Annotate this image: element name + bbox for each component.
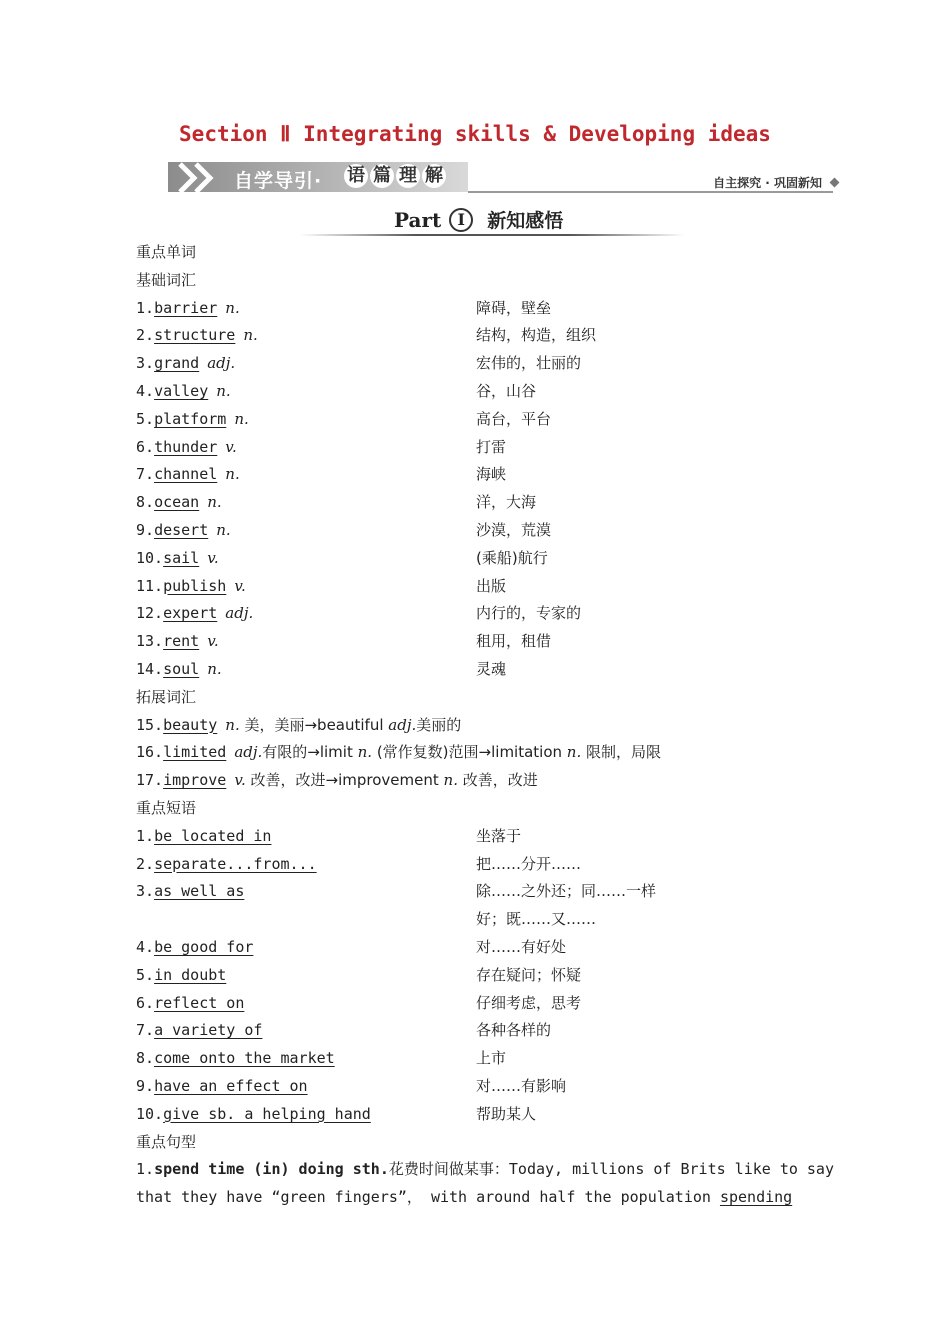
- phrase-item-continued: [136, 906, 836, 934]
- part-of-speech: n.: [207, 659, 222, 678]
- part-of-speech: n.: [216, 381, 231, 400]
- phrase-list: [136, 823, 836, 1129]
- part-of-speech: v.: [207, 632, 219, 651]
- phrase-text: a variety of: [154, 1021, 263, 1040]
- phrase-item: [136, 1045, 836, 1073]
- sentence-line: 1.spend time (in) doing sth.花费时间做某事：Today, millions of Brits like to say: [136, 1160, 834, 1179]
- vocab-item: [136, 600, 836, 628]
- part-underline: [300, 234, 685, 236]
- banner-underline: [468, 191, 833, 193]
- vocab-item: [136, 545, 836, 573]
- item-number: 9.: [136, 520, 155, 539]
- phrase-meaning: 对……有影响: [476, 1076, 567, 1095]
- heading-key-sentences: 重点句型: [136, 1132, 197, 1151]
- vocab-word: valley: [154, 381, 209, 400]
- basic-word-list: [136, 295, 836, 684]
- phrase-text: be located in: [154, 826, 272, 845]
- vocab-word: channel: [154, 465, 218, 484]
- phrase-meaning: 上市: [476, 1049, 507, 1068]
- phrase-meaning: 除……之外还；同……一样: [476, 882, 657, 901]
- part-label: Part: [394, 207, 442, 232]
- phrase-text: come onto the market: [154, 1049, 335, 1068]
- phrase-meaning: 坐落于: [476, 826, 522, 845]
- phrase-item: [136, 851, 836, 879]
- item-number: 14.: [136, 659, 164, 678]
- section-title: Section Ⅱ Integrating skills & Developing ideas: [179, 122, 771, 146]
- item-number: 7.: [136, 1021, 155, 1040]
- item-number: 13.: [136, 632, 164, 651]
- vocab-word: sail: [163, 548, 200, 567]
- section-banner: [168, 160, 840, 198]
- phrase-item: [136, 1017, 836, 1045]
- phrase-item: [136, 878, 836, 906]
- phrase-text: reflect on: [154, 993, 245, 1012]
- phrase-text: as well as: [154, 882, 245, 901]
- vocab-item: [136, 378, 836, 406]
- content: [136, 239, 836, 1212]
- part-of-speech: adj.: [225, 604, 254, 623]
- vocab-word: publish: [163, 576, 227, 595]
- item-number: 8.: [136, 1049, 155, 1068]
- part-of-speech: n.: [225, 298, 240, 317]
- phrase-text: in doubt: [154, 965, 227, 984]
- extended-item: 17.improve v. 改善，改进→improvement n. 改善，改进: [136, 771, 538, 790]
- vocab-meaning: (乘船)航行: [476, 548, 548, 567]
- item-number: 3.: [136, 354, 155, 373]
- vocab-word: structure: [154, 326, 236, 345]
- vocab-item: [136, 461, 836, 489]
- part-of-speech: n.: [243, 326, 258, 345]
- vocab-meaning: 内行的，专家的: [476, 604, 582, 623]
- vocab-word: platform: [154, 409, 227, 428]
- part-of-speech: n.: [225, 465, 240, 484]
- heading-extended-vocab: 拓展词汇: [136, 687, 197, 706]
- phrase-meaning: 把……分开……: [476, 854, 582, 873]
- vocab-item: [136, 406, 836, 434]
- vocab-word: ocean: [154, 493, 200, 512]
- phrase-meaning: 好；既……又……: [476, 910, 597, 929]
- vocab-meaning: 高台，平台: [476, 409, 552, 428]
- vocab-item: [136, 517, 836, 545]
- part-of-speech: v.: [234, 576, 246, 595]
- phrase-meaning: 仔细考虑，思考: [476, 993, 582, 1012]
- phrase-meaning: 各种各样的: [476, 1021, 552, 1040]
- item-number: 6.: [136, 993, 155, 1012]
- phrase-item: [136, 990, 836, 1018]
- vocab-meaning: 障碍，壁垒: [476, 298, 552, 317]
- phrase-text: separate...from...: [154, 854, 317, 873]
- vocab-word: desert: [154, 520, 209, 539]
- banner-label: 自学导引·: [234, 170, 323, 192]
- vocab-word: grand: [154, 354, 200, 373]
- item-number: 9.: [136, 1076, 155, 1095]
- vocab-item: [136, 628, 836, 656]
- banner-char: 理: [396, 164, 420, 188]
- vocab-item: [136, 573, 836, 601]
- part-of-speech: n.: [234, 409, 249, 428]
- part-heading: [300, 204, 685, 238]
- vocab-item: [136, 489, 836, 517]
- item-number: 6.: [136, 437, 155, 456]
- phrase-item: [136, 1101, 836, 1129]
- item-number: 10.: [136, 1104, 164, 1123]
- vocab-word: barrier: [154, 298, 218, 317]
- phrase-item: [136, 1073, 836, 1101]
- vocab-item: [136, 656, 836, 684]
- vocab-word: soul: [163, 659, 200, 678]
- vocab-word: rent: [163, 632, 200, 651]
- part-of-speech: v.: [207, 548, 219, 567]
- vocab-meaning: 灵魂: [476, 659, 507, 678]
- vocab-item: [136, 322, 836, 350]
- item-number: 11.: [136, 576, 164, 595]
- vocab-meaning: 沙漠，荒漠: [476, 520, 552, 539]
- banner-char: 解: [422, 164, 446, 188]
- vocab-meaning: 海峡: [476, 465, 507, 484]
- item-number: 10.: [136, 548, 164, 567]
- part-name: 新知感悟: [487, 210, 564, 232]
- item-number: 5.: [136, 965, 155, 984]
- item-number: 12.: [136, 604, 164, 623]
- extended-item: 16.limited adj.有限的→limit n. (常作复数)范围→limitation n. 限制，局限: [136, 743, 662, 762]
- banner-char: 篇: [370, 164, 394, 188]
- item-number: 3.: [136, 882, 155, 901]
- phrase-text: have an effect on: [154, 1076, 308, 1095]
- vocab-meaning: 租用，租借: [476, 632, 552, 651]
- vocab-item: [136, 295, 836, 323]
- vocab-meaning: 宏伟的，壮丽的: [476, 354, 582, 373]
- double-chevron-icon: [176, 162, 230, 194]
- part-number: I: [449, 208, 473, 232]
- banner-chars: [344, 164, 446, 188]
- vocab-item: [136, 350, 836, 378]
- vocab-word: thunder: [154, 437, 218, 456]
- vocab-meaning: 结构，构造，组织: [476, 326, 597, 345]
- phrase-item: [136, 962, 836, 990]
- vocab-meaning: 谷，山谷: [476, 381, 537, 400]
- item-number: 2.: [136, 326, 155, 345]
- item-number: 2.: [136, 854, 155, 873]
- part-of-speech: n.: [216, 520, 231, 539]
- diamond-icon: [830, 178, 840, 188]
- item-number: 4.: [136, 381, 155, 400]
- item-number: 1.: [136, 298, 155, 317]
- banner-right-label: 自主探究 · 巩固新知: [713, 176, 822, 190]
- phrase-item: [136, 823, 836, 851]
- vocab-meaning: 洋，大海: [476, 493, 537, 512]
- vocab-word: expert: [163, 604, 218, 623]
- heading-basic-vocab: 基础词汇: [136, 270, 197, 289]
- item-number: 7.: [136, 465, 155, 484]
- item-number: 8.: [136, 493, 155, 512]
- part-of-speech: v.: [225, 437, 237, 456]
- item-number: 4.: [136, 937, 155, 956]
- phrase-item: [136, 934, 836, 962]
- part-of-speech: adj.: [207, 354, 236, 373]
- phrase-meaning: 存在疑问；怀疑: [476, 965, 582, 984]
- sentence-line: that they have “green fingers”， with around half the population spending: [136, 1188, 793, 1207]
- phrase-meaning: 对……有好处: [476, 937, 567, 956]
- vocab-meaning: 出版: [476, 576, 507, 595]
- banner-char: 语: [344, 164, 368, 188]
- item-number: 1.: [136, 826, 155, 845]
- part-of-speech: n.: [207, 493, 222, 512]
- vocab-item: [136, 434, 836, 462]
- extended-item: 15.beauty n. 美，美丽→beautiful adj.美丽的: [136, 715, 462, 734]
- phrase-text: give sb. a helping hand: [163, 1104, 371, 1123]
- heading-key-phrases: 重点短语: [136, 798, 197, 817]
- phrase-text: be good for: [154, 937, 254, 956]
- heading-key-words: 重点单词: [136, 243, 197, 261]
- phrase-meaning: 帮助某人: [476, 1104, 537, 1123]
- item-number: 5.: [136, 409, 155, 428]
- vocab-meaning: 打雷: [476, 437, 507, 456]
